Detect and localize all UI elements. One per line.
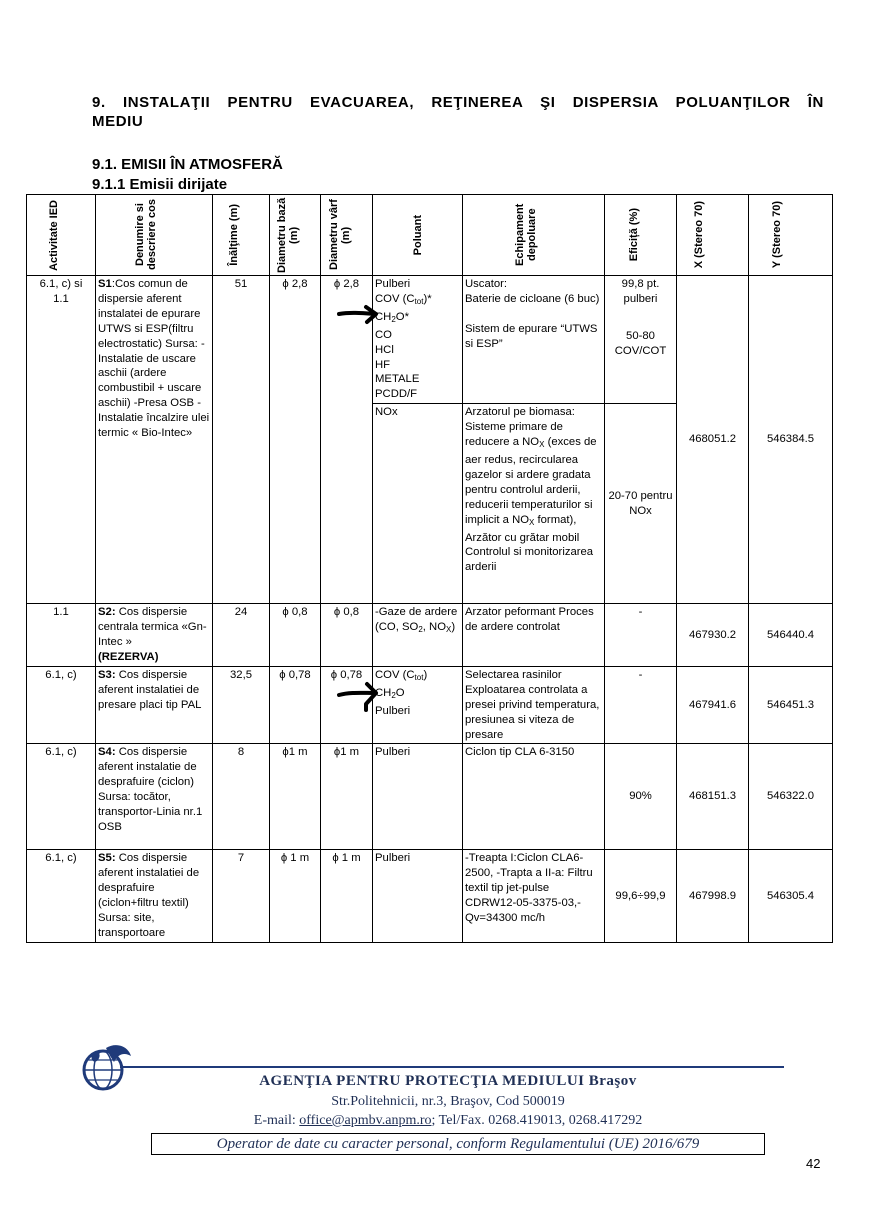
table-row [27,744,833,850]
cell-activitate: 6.1, c) [27,744,96,850]
hand-drawn-arrow-icon [336,680,380,714]
cell-eficienta: - [605,604,677,667]
cell-denumire: S1:Cos comun de dispersie aferent instalatei de epurare UTWS si ESP(filtru electrostatic) Sursa: -Instalatie de uscare aschii (ardere combustibil + uscare aschii) -Presa OSB -Instalatie încalzire ulei termic « Bio-Intec» [96,276,213,604]
cell-poluant: COV $(C_{tot})$ $CH_2O$ Pulberi [373,666,463,744]
table-row [27,666,833,744]
agency-globe-logo-icon [76,1040,134,1096]
cell-diam-varf: ϕ 2,8 [321,276,373,604]
cell-inaltime: 32,5 [213,666,270,744]
cell-eficienta: 99,6÷99,9 [605,850,677,942]
header-denumire: Denumire si descriere cos [134,199,158,271]
cell-diam-baza: ϕ1 m [270,744,321,850]
pollutant-cov: COV $(C_{tot})*$ [375,292,432,306]
cell-diam-baza: ϕ 1 m [270,850,321,942]
hand-drawn-arrow-icon [336,303,380,325]
footer-contact: E-mail: office@apmbv.anpm.ro; Tel/Fax. 0268.419013, 0268.417292 [253,1113,643,1128]
cell-inaltime: 51 [213,276,270,604]
header-activitate: Activitate IED [48,199,60,271]
table-row [27,604,833,667]
footer-address: Str.Politehnicii, nr.3, Braşov, Cod 500019 [331,1094,565,1109]
table-row [27,276,833,404]
cell-inaltime: 8 [213,744,270,850]
cell-x: 467930.2 [677,604,749,667]
cell-activitate: 6.1, c) [27,850,96,942]
cell-y: 546305.4 [749,850,833,942]
header-diam-varf: Diametru vârf (m) [327,199,352,271]
header-y: Y (Stereo 70) [770,201,783,269]
cell-eficienta: 99,8 pt. pulberi 50-80 COV/COT [605,276,677,404]
cell-x: 468151.3 [677,744,749,850]
cell-echipament: Arzator peformant Proces de ardere controlat [463,604,605,667]
cell-y: 546451.3 [749,666,833,744]
page-number: 42 [806,1156,821,1171]
footer-gdpr-notice: Operator de date cu caracter personal, conform Regulamentului (UE) 2016/679 [151,1133,765,1155]
stack-code: S1 [98,278,112,290]
subsection-heading: 9.1. EMISII ÎN ATMOSFERĂ [92,156,283,173]
cell-y: 546322.0 [749,744,833,850]
cell-denumire: S3: Cos dispersie aferent instalatiei de presare placi tip PAL [96,666,213,744]
cell-echipament: Selectarea rasinilor Exploatarea controlata a presei privind temperatura, presiunea si viteza de presare [463,666,605,744]
footer-agency-name: AGENŢIA PENTRU PROTECŢIA MEDIULUI Braşov [259,1073,637,1089]
cell-eficienta-nox: 20-70 pentru NOx [605,404,677,604]
header-echipament: Echipament depoluare [513,203,538,267]
cell-poluant: -Gaze de ardere (CO, $SO_2$, $NO_X$) [373,604,463,667]
cell-echipament: Uscator: Baterie de cicloane (6 buc) Sistem de epurare “UTWS si ESP” [463,276,605,404]
section-heading: 9. INSTALAŢII PENTRU EVACUAREA, REŢINEREA ŞI DISPERSIA POLUANŢILOR ÎN [92,94,824,111]
cell-echipament: Ciclon tip CLA 6-3150 [463,744,605,850]
cell-poluant: Pulberi COV $(C_{tot})*$ $CH_2O*$ CO HCl HF METALE PCDD/F [373,276,463,404]
cell-echipament-nox: Arzatorul pe biomasa: Sisteme primare de reducere a $NO_X$ (exces de aer redus, recircularea gazelor si ardere gradata pentru controlul arderii, reducerii temperaturilor si implicit a $NO_X$ format), Arzător cu grătar mobil Controlul si monitorizarea arderii [463,404,605,604]
cell-denumire: S4: Cos dispersie aferent instalatie de desprafuire (ciclon) Sursa: tocător, transportor-Linia nr.1 OSB [96,744,213,850]
cell-inaltime: 7 [213,850,270,942]
cell-denumire: S2: Cos dispersie centrala termica «Gn-Intec » (REZERVA) [96,604,213,667]
cell-activitate: 6.1, c) si 1.1 [27,276,96,604]
cell-x: 467941.6 [677,666,749,744]
footer-divider [120,1066,784,1068]
cell-poluant: Pulberi [373,744,463,850]
cell-activitate: 6.1, c) [27,666,96,744]
emissions-table [26,194,833,943]
cell-x: 467998.9 [677,850,749,942]
email-link[interactable]: office@apmbv.anpm.ro [299,1113,432,1128]
cell-diam-varf: ϕ 0,8 [321,604,373,667]
cell-echipament: -Treapta I:Ciclon CLA6-2500, -Trapta a II-a: Filtru textil tip jet-pulse CDRW12-05-3375-03,-Qv=34300 mc/h [463,850,605,942]
cell-diam-baza: ϕ 0,78 [270,666,321,744]
cell-x: 468051.2 [677,276,749,604]
header-x: X (Stereo 70) [692,201,705,269]
cell-eficienta: 90% [605,744,677,850]
cell-inaltime: 24 [213,604,270,667]
cell-diam-varf: ϕ1 m [321,744,373,850]
cell-diam-varf: ϕ 0,78 [321,666,373,744]
cell-y: 546384.5 [749,276,833,604]
cell-diam-varf: ϕ 1 m [321,850,373,942]
cell-activitate: 1.1 [27,604,96,667]
cell-y: 546440.4 [749,604,833,667]
cell-eficienta: - [605,666,677,744]
cell-poluant: Pulberi [373,850,463,942]
cell-denumire: S5: Cos dispersie aferent instalatiei de desprafuire (ciclon+filtru textil) Sursa: site, transportoare [96,850,213,942]
header-poluant: Poluant [411,214,424,256]
header-eficienta: Eficiță (%) [627,208,640,262]
table-row [27,850,833,942]
header-diam-baza: Diametru bază (m) [276,197,300,273]
cell-diam-baza: ϕ 0,8 [270,604,321,667]
table-header-row [27,195,833,276]
section-heading-cont: MEDIU [92,113,144,130]
cell-diam-baza: ϕ 2,8 [270,276,321,604]
header-inaltime: Înălţime (m) [228,204,240,266]
pollutant-ch2o: $CH_2O*$ [375,310,409,324]
subsubsection-heading: 9.1.1 Emisii dirijate [92,176,228,193]
cell-poluant-nox: NOx [373,404,463,604]
